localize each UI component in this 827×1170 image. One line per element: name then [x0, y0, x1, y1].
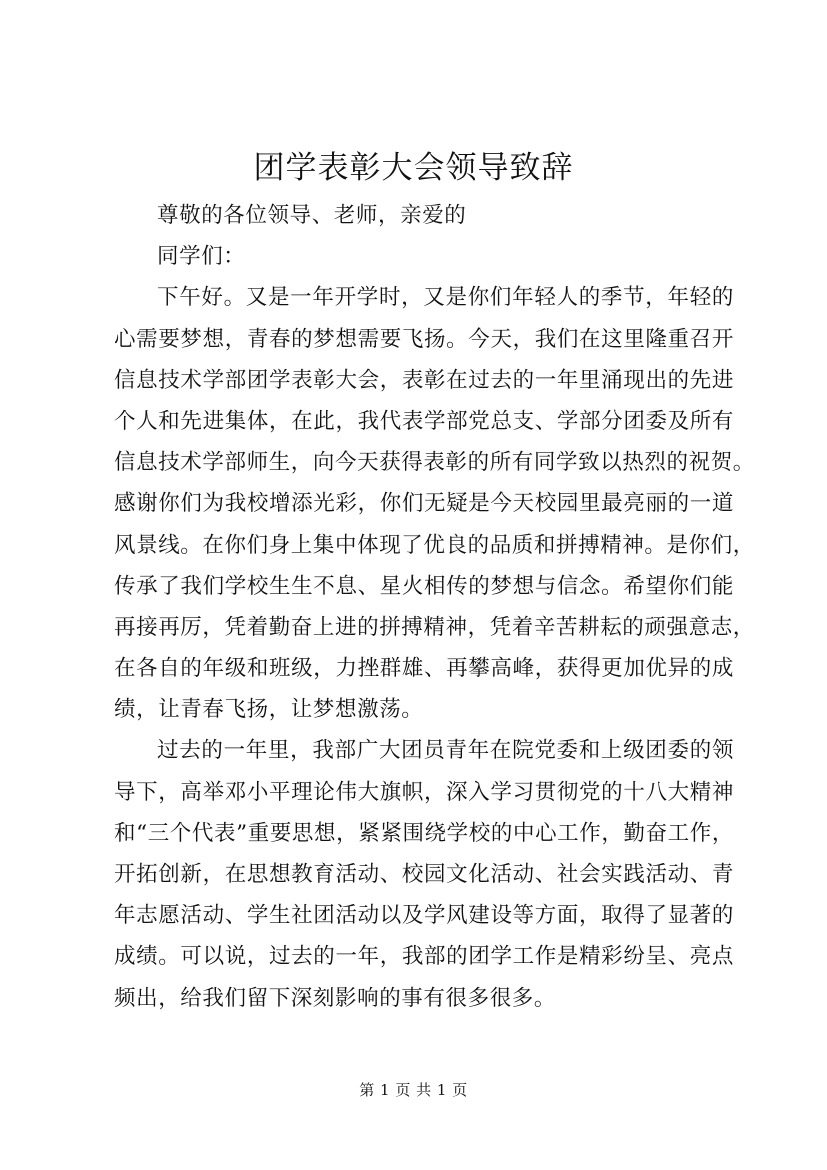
body-line: 感谢你们为我校增添光彩，你们无疑是今天校园里最亮丽的一道 [114, 491, 734, 517]
body-line: 年志愿活动、学生社团活动以及学风建设等方面，取得了显著的 [114, 903, 734, 929]
body-line: 尊敬的各位领导、老师，亲爱的 [157, 203, 467, 228]
body-line: 信息技术学部团学表彰大会，表彰在过去的一年里涌现出的先进 [114, 367, 734, 393]
body-line: 开拓创新，在思想教育活动、校园文化活动、社会实践活动、青 [114, 862, 734, 887]
page-footer: 第 1 页 共 1 页 [359, 1081, 468, 1099]
body-line: 同学们： [157, 244, 246, 270]
document-body [114, 195, 755, 1019]
body-line: 信息技术学部师生，向今天获得表彰的所有同学致以热烈的祝贺。 [114, 450, 755, 476]
body-line: 下午好。又是一年开学时，又是你们年轻人的季节，年轻的 [157, 285, 734, 311]
body-line: 绩，让青春飞扬，让梦想激荡。 [114, 697, 424, 723]
body-line: 心需要梦想，青春的梦想需要飞扬。今天，我们在这里隆重召开 [114, 326, 734, 352]
body-line: 在各自的年级和班级，力挫群雄、再攀高峰，获得更加优异的成 [114, 656, 734, 682]
body-line: 个人和先进集体，在此，我代表学部党总支、学部分团委及所有 [114, 408, 734, 434]
body-line: 风景线。在你们身上集中体现了优良的品质和拼搏精神。是你们， [114, 532, 755, 558]
body-line: 过去的一年里，我部广大团员青年在院党委和上级团委的领 [157, 738, 734, 764]
body-line: 导下，高举邓小平理论伟大旗帜，深入学习贯彻党的十八大精神 [114, 779, 734, 805]
body-line: 成绩。可以说，过去的一年，我部的团学工作是精彩纷呈、亮点 [114, 944, 734, 970]
body-line: 频出，给我们留下深刻影响的事有很多很多。 [114, 985, 557, 1011]
body-line: 传承了我们学校生生不息、星火相传的梦想与信念。希望你们能 [114, 573, 734, 599]
document-title: 团学表彰大会领导致辞 [253, 150, 574, 186]
body-line: 再接再厉，凭着勤奋上进的拼搏精神，凭着辛苦耕耘的顽强意志， [114, 614, 755, 640]
body-line: 和“三个代表”重要思想，紧紧围绕学校的中心工作，勤奋工作， [114, 820, 734, 846]
